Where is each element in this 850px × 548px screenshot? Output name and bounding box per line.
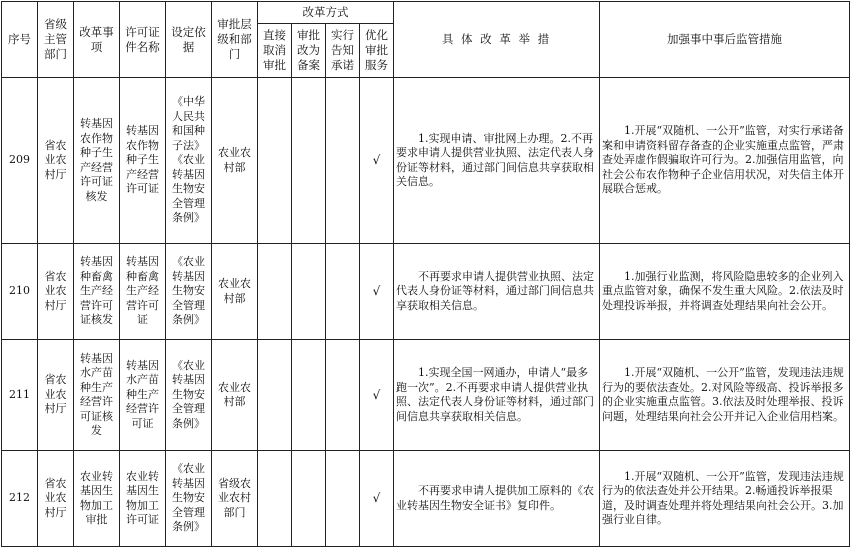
row-method-notify	[326, 340, 360, 451]
row-level: 农业农村部	[212, 78, 258, 244]
row-license: 转基因水产苗种生产经营许可证	[120, 340, 166, 451]
row-item: 农业转基因生物加工审批	[74, 451, 120, 547]
header-seq: 序号	[2, 2, 38, 78]
row-item: 转基因农作物种子生产经营许可证核发	[74, 78, 120, 244]
row-basis: 《中华人民共和国种子法》《农业转基因生物安全管理条例》	[166, 78, 212, 244]
row-basis: 《农业转基因生物安全管理条例》	[166, 340, 212, 451]
row-method-filing	[292, 78, 326, 244]
header-method-filing: 审批改为备案	[292, 24, 326, 78]
header-method-notify: 实行告知承诺	[326, 24, 360, 78]
row-measures: 不再要求申请人提供加工原料的《农业转基因生物安全证书》复印件。	[394, 451, 600, 547]
header-license: 许可证件名称	[120, 2, 166, 78]
table-row	[2, 244, 850, 340]
row-measures: 1.实现全国一网通办，申请人“最多跑一次”。2.不再要求申请人提供营业执照、法定代表人身份证等材料，通过部门间信息共享获取相关信息。	[394, 340, 600, 451]
header-method-cancel: 直接取消审批	[258, 24, 292, 78]
table-row	[2, 340, 850, 451]
row-method-notify	[326, 244, 360, 340]
row-method-notify	[326, 451, 360, 547]
row-department: 省农业农村厅	[38, 78, 74, 244]
row-method-filing	[292, 244, 326, 340]
header-item: 改革事项	[74, 2, 120, 78]
row-supervision: 1.开展“双随机、一公开”监管，对实行承诺备案和申请资料留存备查的企业实施重点监管，严肃查处弄虚作假骗取许可行为。2.加强信用监管，向社会公布农作物种子企业信用状况，对失信主体开展联合惩戒。	[600, 78, 850, 244]
row-level: 省级农业农村部门	[212, 451, 258, 547]
row-item: 转基因种畜禽生产经营许可证核发	[74, 244, 120, 340]
row-basis: 《农业转基因生物安全管理条例》	[166, 451, 212, 547]
check-mark-optimize: √	[360, 340, 394, 451]
row-seq: 210	[2, 244, 38, 340]
row-department: 省农业农村厅	[38, 340, 74, 451]
header-level: 审批层级和部门	[212, 2, 258, 78]
header-department: 省级主管部门	[38, 2, 74, 78]
row-method-filing	[292, 340, 326, 451]
row-item: 转基因水产苗种生产经营许可证核发	[74, 340, 120, 451]
row-method-filing	[292, 451, 326, 547]
row-supervision: 1.加强行业监测，将风险隐患较多的企业列入重点监管对象，确保不发生重大风险。2.依法及时处理投诉举报，并将调查处理结果向社会公开。	[600, 244, 850, 340]
row-license: 转基因种畜禽生产经营许可证	[120, 244, 166, 340]
header-method-optimize: 优化审批服务	[360, 24, 394, 78]
row-supervision: 1.开展“双随机、一公开”监管，发现违法违规行为的依法查处并公开结果。2.畅通投诉举报渠道，及时调查处理并将处理结果向社会公开。3.加强行业自律。	[600, 451, 850, 547]
row-method-cancel	[258, 78, 292, 244]
row-license: 转基因农作物种子生产经营许可证	[120, 78, 166, 244]
row-seq: 212	[2, 451, 38, 547]
row-basis: 《农业转基因生物安全管理条例》	[166, 244, 212, 340]
row-measures: 1.实现申请、审批网上办理。2.不再要求申请人提供营业执照、法定代表人身份证等材料，通过部门间信息共享获取相关信息。	[394, 78, 600, 244]
check-mark-optimize: √	[360, 244, 394, 340]
check-mark-optimize: √	[360, 78, 394, 244]
row-method-cancel	[258, 340, 292, 451]
row-department: 省农业农村厅	[38, 451, 74, 547]
row-measures: 不再要求申请人提供营业执照、法定代表人身份证等材料，通过部门间信息共享获取相关信息。	[394, 244, 600, 340]
row-method-cancel	[258, 451, 292, 547]
row-seq: 209	[2, 78, 38, 244]
header-basis: 设定依据	[166, 2, 212, 78]
header-measures: 具 体 改 革 举 措	[394, 2, 600, 78]
header-methods: 改革方式	[258, 2, 394, 24]
row-method-notify	[326, 78, 360, 244]
header-supervision: 加强事中事后监管措施	[600, 2, 850, 78]
check-mark-optimize: √	[360, 451, 394, 547]
row-seq: 211	[2, 340, 38, 451]
reform-table	[1, 1, 850, 547]
row-level: 农业农村部	[212, 340, 258, 451]
table-row	[2, 451, 850, 547]
row-license: 农业转基因生物加工许可证	[120, 451, 166, 547]
row-department: 省农业农村厅	[38, 244, 74, 340]
table-row	[2, 78, 850, 244]
row-method-cancel	[258, 244, 292, 340]
row-level: 农业农村部	[212, 244, 258, 340]
row-supervision: 1.开展“双随机、一公开”监管，发现违法违规行为的要依法查处。2.对风险等级高、投诉举报多的企业实施重点监管。3.依法及时处理举报、投诉问题，处理结果向社会公开并记入企业信用档案。	[600, 340, 850, 451]
